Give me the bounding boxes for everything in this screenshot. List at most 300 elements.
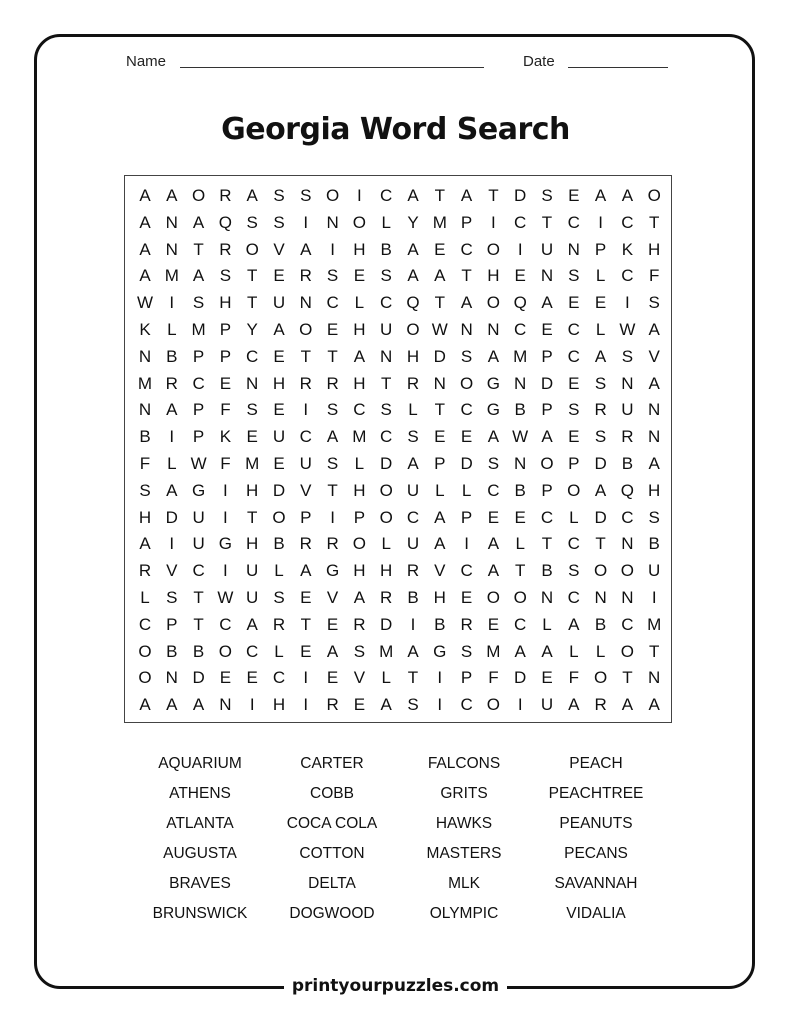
grid-letter[interactable]: H [648,480,661,500]
grid-letter[interactable]: C [219,614,232,634]
grid-letter[interactable]: A [514,641,526,661]
grid-letter[interactable]: R [272,614,286,634]
grid-letter[interactable]: S [407,695,419,715]
grid-letter[interactable]: Q [620,480,634,500]
grid-letter[interactable]: O [593,668,608,688]
grid-letter[interactable]: A [621,695,634,715]
grid-letter[interactable]: A [407,454,419,473]
grid-letter[interactable]: C [353,400,366,420]
grid-letter[interactable]: N [165,212,178,232]
grid-letter[interactable]: C [299,427,312,447]
grid-letter[interactable]: P [460,668,473,688]
grid-letter[interactable]: A [353,346,366,366]
grid-letter[interactable]: S [273,588,285,607]
grid-letter[interactable]: P [192,427,205,447]
grid-letter[interactable]: E [568,373,580,393]
grid-letter[interactable]: Q [406,293,420,313]
grid-letter[interactable]: C [192,561,205,581]
grid-letter[interactable]: I [169,293,175,313]
grid-letter[interactable]: G [191,480,206,500]
grid-letter[interactable]: U [272,427,286,447]
grid-letter[interactable]: O [647,186,661,205]
grid-letter[interactable]: N [246,373,259,393]
grid-letter[interactable]: C [567,320,580,339]
grid-letter[interactable]: C [567,212,580,232]
grid-letter[interactable]: I [517,695,523,715]
grid-letter[interactable]: I [223,480,228,500]
grid-letter[interactable]: U [246,588,259,607]
grid-letter[interactable]: S [219,266,232,286]
grid-letter[interactable]: T [193,588,204,607]
grid-letter[interactable]: S [460,641,473,661]
grid-letter[interactable]: M [137,373,153,393]
grid-letter[interactable]: H [353,561,366,581]
grid-letter[interactable]: T [648,641,660,661]
grid-letter[interactable]: N [326,212,339,232]
grid-letter[interactable]: S [326,454,339,473]
grid-letter[interactable]: R [621,427,634,447]
grid-letter[interactable]: R [406,561,420,581]
grid-letter[interactable]: F [220,454,231,473]
grid-letter[interactable]: A [541,293,553,313]
grid-letter[interactable]: D [540,373,554,393]
grid-letter[interactable]: A [648,320,660,339]
grid-letter[interactable]: L [595,266,606,286]
grid-letter[interactable]: P [460,507,473,527]
grid-letter[interactable]: A [139,186,151,205]
grid-letter[interactable]: A [246,186,258,205]
grid-letter[interactable]: B [407,588,419,607]
grid-letter[interactable]: P [166,614,178,634]
grid-letter[interactable]: S [594,373,607,393]
grid-letter[interactable]: E [326,668,339,688]
grid-letter[interactable]: I [303,668,309,688]
grid-letter[interactable]: K [139,320,151,339]
grid-letter[interactable]: A [139,212,151,232]
grid-letter[interactable]: S [568,561,580,581]
grid-letter[interactable]: S [380,266,392,286]
grid-letter[interactable]: R [219,239,232,259]
grid-letter[interactable]: E [273,454,285,473]
grid-letter[interactable]: A [166,480,178,500]
grid-letter[interactable]: R [165,373,178,393]
grid-letter[interactable]: N [219,695,232,715]
grid-letter[interactable]: P [541,346,553,366]
grid-letter[interactable]: N [540,266,554,286]
grid-letter[interactable]: C [460,695,473,715]
grid-letter[interactable]: H [353,320,366,339]
grid-letter[interactable]: A [460,186,473,205]
grid-letter[interactable]: L [274,561,284,581]
grid-letter[interactable]: A [166,400,178,420]
grid-letter[interactable]: B [514,480,526,500]
grid-letter[interactable]: V [300,480,312,500]
grid-letter[interactable]: I [169,427,175,447]
grid-letter[interactable]: I [249,695,255,715]
grid-letter[interactable]: T [300,614,311,634]
grid-letter[interactable]: T [246,507,258,527]
grid-letter[interactable]: O [379,480,393,500]
grid-letter[interactable]: C [514,212,527,232]
grid-letter[interactable]: U [406,480,420,500]
grid-letter[interactable]: I [464,534,469,554]
grid-letter[interactable]: N [433,373,446,393]
grid-letter[interactable]: R [406,373,420,393]
grid-letter[interactable]: P [219,346,232,366]
grid-letter[interactable]: O [486,695,500,715]
grid-letter[interactable]: A [541,427,553,447]
grid-letter[interactable]: T [193,239,204,259]
grid-letter[interactable]: I [357,186,362,205]
grid-letter[interactable]: E [246,668,258,688]
grid-letter[interactable]: U [648,561,661,581]
grid-letter[interactable]: F [139,454,151,473]
grid-letter[interactable]: H [272,373,286,393]
grid-letter[interactable]: C [460,239,473,259]
grid-letter[interactable]: N [165,668,178,688]
grid-letter[interactable]: R [299,373,312,393]
grid-letter[interactable]: F [220,400,231,420]
grid-letter[interactable]: L [515,534,525,554]
grid-letter[interactable]: V [648,346,660,366]
grid-letter[interactable]: O [138,641,152,661]
grid-letter[interactable]: H [219,293,232,313]
grid-letter[interactable]: R [594,695,607,715]
grid-letter[interactable]: L [542,614,552,634]
grid-letter[interactable]: F [488,668,499,688]
grid-letter[interactable]: C [460,400,473,420]
grid-letter[interactable]: P [353,507,366,527]
grid-letter[interactable]: C [380,186,393,205]
grid-letter[interactable]: I [330,507,335,527]
grid-letter[interactable]: N [380,346,393,366]
grid-letter[interactable]: N [648,427,661,447]
grid-letter[interactable]: P [300,507,312,527]
grid-letter[interactable]: S [326,400,339,420]
grid-letter[interactable]: N [299,293,312,313]
grid-letter[interactable]: H [487,266,500,286]
grid-letter[interactable]: E [594,293,607,313]
grid-letter[interactable]: D [192,668,205,688]
grid-letter[interactable]: L [595,320,606,339]
grid-letter[interactable]: O [486,293,500,313]
grid-letter[interactable]: I [223,507,228,527]
grid-letter[interactable]: I [169,534,175,554]
grid-letter[interactable]: A [353,588,366,607]
grid-letter[interactable]: V [273,239,285,259]
grid-letter[interactable]: T [488,186,499,205]
grid-letter[interactable]: S [139,480,151,500]
grid-letter[interactable]: C [567,534,580,554]
grid-letter[interactable]: O [138,668,152,688]
grid-letter[interactable]: H [246,534,259,554]
grid-letter[interactable]: S [192,293,205,313]
grid-letter[interactable]: B [541,561,553,581]
grid-letter[interactable]: T [514,561,526,581]
grid-letter[interactable]: S [246,400,258,420]
grid-letter[interactable]: G [486,400,500,420]
grid-letter[interactable]: A [273,320,285,339]
grid-letter[interactable]: P [219,320,232,339]
grid-letter[interactable]: L [595,641,606,661]
grid-letter[interactable]: C [621,266,634,286]
grid-letter[interactable]: A [166,186,178,205]
grid-letter[interactable]: O [352,212,366,232]
grid-letter[interactable]: C [192,373,205,393]
grid-letter[interactable]: N [594,588,607,607]
grid-letter[interactable]: S [541,186,553,205]
grid-letter[interactable]: N [138,400,152,420]
grid-letter[interactable]: Q [218,212,232,232]
grid-letter[interactable]: N [621,373,634,393]
grid-letter[interactable]: T [461,266,472,286]
grid-letter[interactable]: U [299,454,312,473]
grid-letter[interactable]: B [434,614,446,634]
grid-letter[interactable]: A [407,186,419,205]
grid-letter[interactable]: C [514,320,527,339]
grid-letter[interactable]: W [217,588,234,607]
grid-letter[interactable]: P [594,239,607,259]
grid-letter[interactable]: O [352,534,366,554]
grid-letter[interactable]: A [648,454,660,473]
grid-letter[interactable]: D [165,507,178,527]
grid-letter[interactable]: H [406,346,420,366]
grid-letter[interactable]: T [595,534,606,554]
grid-letter[interactable]: E [273,266,285,286]
grid-letter[interactable]: B [514,400,526,420]
grid-letter[interactable]: E [514,507,526,527]
grid-letter[interactable]: E [514,266,526,286]
grid-letter[interactable]: M [513,346,528,366]
grid-letter[interactable]: T [246,266,258,286]
grid-letter[interactable]: O [459,373,474,393]
grid-letter[interactable]: T [541,534,553,554]
grid-letter[interactable]: R [594,400,607,420]
grid-letter[interactable]: L [354,293,365,313]
grid-letter[interactable]: D [272,480,286,500]
grid-letter[interactable]: M [245,454,260,473]
grid-letter[interactable]: L [354,454,365,473]
grid-letter[interactable]: A [648,695,660,715]
grid-letter[interactable]: A [568,614,580,634]
grid-letter[interactable]: A [407,641,419,661]
grid-letter[interactable]: L [140,588,150,607]
grid-letter[interactable]: A [568,695,580,715]
grid-letter[interactable]: A [487,346,500,366]
grid-letter[interactable]: S [460,346,473,366]
grid-letter[interactable]: K [621,239,634,259]
grid-letter[interactable]: C [621,614,634,634]
grid-letter[interactable]: C [567,346,580,366]
grid-letter[interactable]: W [619,320,636,339]
grid-letter[interactable]: R [326,534,339,554]
grid-letter[interactable]: O [191,186,206,205]
grid-letter[interactable]: S [246,212,258,232]
grid-letter[interactable]: E [541,668,553,688]
grid-letter[interactable]: W [190,454,207,473]
grid-letter[interactable]: E [326,320,339,339]
grid-letter[interactable]: E [568,293,580,313]
grid-letter[interactable]: N [487,320,500,339]
grid-letter[interactable]: A [541,641,553,661]
grid-letter[interactable]: D [594,454,607,473]
grid-letter[interactable]: O [325,186,340,205]
grid-letter[interactable]: R [460,614,473,634]
grid-letter[interactable]: T [327,346,338,366]
grid-letter[interactable]: A [326,427,339,447]
grid-letter[interactable]: A [380,695,392,715]
grid-letter[interactable]: N [621,588,634,607]
date-line[interactable] [568,67,668,68]
grid-letter[interactable]: L [381,534,391,554]
grid-letter[interactable]: E [246,427,258,447]
grid-letter[interactable]: N [460,320,473,339]
grid-letter[interactable]: H [272,695,286,715]
grid-letter[interactable]: E [353,695,366,715]
grid-letter[interactable]: A [487,561,500,581]
grid-letter[interactable]: O [406,320,420,339]
grid-letter[interactable]: A [300,239,312,259]
grid-letter[interactable]: S [648,293,660,313]
grid-letter[interactable]: D [514,186,527,205]
grid-letter[interactable]: I [598,212,603,232]
grid-letter[interactable]: S [166,588,178,607]
grid-letter[interactable]: U [380,320,393,339]
grid-letter[interactable]: C [246,641,259,661]
grid-letter[interactable]: O [593,561,608,581]
grid-letter[interactable]: P [192,346,205,366]
grid-letter[interactable]: O [620,641,634,661]
grid-letter[interactable]: R [299,266,312,286]
grid-letter[interactable]: U [192,534,205,554]
grid-letter[interactable]: S [353,641,366,661]
grid-letter[interactable]: N [648,668,661,688]
grid-letter[interactable]: A [434,266,446,286]
grid-letter[interactable]: L [461,480,472,500]
grid-letter[interactable]: F [568,668,579,688]
grid-letter[interactable]: N [138,346,152,366]
grid-letter[interactable]: B [166,346,178,366]
grid-letter[interactable]: O [540,454,554,473]
grid-letter[interactable]: M [191,320,206,339]
grid-letter[interactable]: E [353,266,366,286]
grid-letter[interactable]: N [567,239,580,259]
grid-letter[interactable]: S [300,186,312,205]
grid-letter[interactable]: B [273,534,285,554]
grid-letter[interactable]: C [380,293,393,313]
grid-letter[interactable]: C [246,346,259,366]
grid-letter[interactable]: A [139,266,151,286]
grid-letter[interactable]: S [326,266,339,286]
grid-letter[interactable]: I [517,239,523,259]
grid-letter[interactable]: E [300,641,312,661]
grid-letter[interactable]: E [568,186,580,205]
grid-letter[interactable]: N [648,400,661,420]
grid-letter[interactable]: I [303,212,309,232]
grid-letter[interactable]: G [486,373,500,393]
grid-letter[interactable]: U [540,239,554,259]
grid-letter[interactable]: N [540,588,554,607]
grid-letter[interactable]: B [648,534,660,554]
grid-letter[interactable]: L [569,641,579,661]
grid-letter[interactable]: I [303,695,309,715]
grid-letter[interactable]: U [272,293,286,313]
grid-letter[interactable]: C [272,668,286,688]
grid-letter[interactable]: L [569,507,579,527]
grid-letter[interactable]: M [647,614,662,634]
grid-letter[interactable]: L [381,668,391,688]
grid-letter[interactable]: O [567,480,581,500]
grid-letter[interactable]: C [621,507,634,527]
grid-letter[interactable]: R [219,186,232,205]
grid-letter[interactable]: I [491,212,496,232]
grid-letter[interactable]: E [568,427,580,447]
grid-letter[interactable]: I [303,400,309,420]
grid-letter[interactable]: V [434,561,446,581]
grid-letter[interactable]: C [460,561,473,581]
grid-letter[interactable]: A [192,695,205,715]
grid-letter[interactable]: T [300,346,311,366]
grid-letter[interactable]: C [540,507,554,527]
grid-letter[interactable]: D [380,454,393,473]
grid-letter[interactable]: T [193,614,204,634]
grid-letter[interactable]: T [648,212,660,232]
grid-letter[interactable]: M [486,641,501,661]
grid-letter[interactable]: U [246,561,259,581]
grid-letter[interactable]: U [192,507,205,527]
grid-letter[interactable]: R [380,588,393,607]
grid-letter[interactable]: A [300,561,312,581]
grid-letter[interactable]: T [541,212,553,232]
grid-letter[interactable]: N [165,239,178,259]
grid-letter[interactable]: A [407,239,419,259]
grid-letter[interactable]: O [486,588,500,607]
grid-letter[interactable]: A [487,534,500,554]
grid-letter[interactable]: A [594,346,607,366]
grid-letter[interactable]: D [380,614,393,634]
grid-letter[interactable]: B [139,427,151,447]
grid-letter[interactable]: U [406,534,420,554]
grid-letter[interactable]: H [353,239,366,259]
grid-letter[interactable]: P [460,212,473,232]
grid-letter[interactable]: I [437,695,443,715]
grid-letter[interactable]: T [622,668,633,688]
grid-letter[interactable]: M [164,266,179,286]
grid-letter[interactable]: V [166,561,178,581]
grid-letter[interactable]: S [568,400,580,420]
grid-letter[interactable]: R [326,695,339,715]
grid-letter[interactable]: G [218,534,232,554]
grid-letter[interactable]: L [435,480,445,500]
grid-letter[interactable]: S [273,212,285,232]
grid-letter[interactable]: Y [246,320,258,339]
grid-letter[interactable]: I [330,239,335,259]
grid-letter[interactable]: T [434,293,445,313]
grid-letter[interactable]: H [648,239,661,259]
grid-letter[interactable]: T [434,186,445,205]
grid-letter[interactable]: A [139,239,151,259]
grid-letter[interactable]: T [407,668,419,688]
grid-letter[interactable]: B [380,239,392,259]
grid-letter[interactable]: N [514,373,527,393]
grid-letter[interactable]: M [379,641,394,661]
grid-letter[interactable]: W [431,320,448,339]
grid-letter[interactable]: S [594,427,607,447]
grid-letter[interactable]: T [327,480,338,500]
grid-letter[interactable]: P [192,400,205,420]
grid-letter[interactable]: F [648,266,660,286]
grid-letter[interactable]: A [407,266,419,286]
